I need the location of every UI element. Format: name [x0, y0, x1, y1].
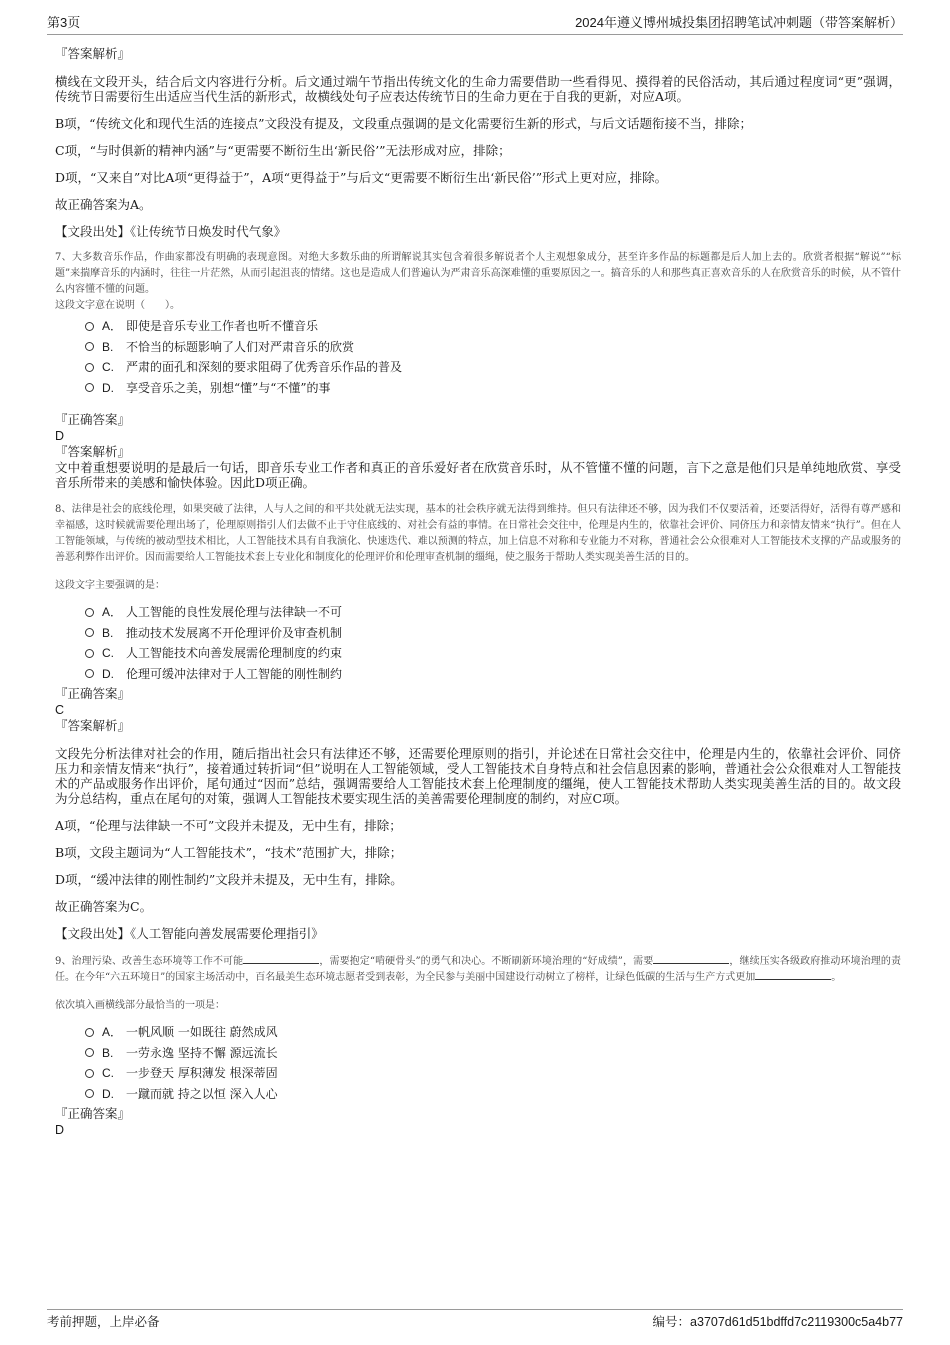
conclusion: 故正确答案为C。 — [55, 899, 153, 914]
question-stem: 依次填入画横线部分最恰当的一项是： — [55, 1000, 225, 1011]
blank-2 — [653, 954, 729, 964]
option-a[interactable]: A． 人工智能的良性发展伦理与法律缺一不可 — [85, 602, 901, 623]
document-code: 编号：a3707d61d51bdffd7c2119300c5a4b77 — [652, 1314, 903, 1329]
analysis-option-a: A项，“伦理与法律缺一不可”文段并未提及，无中生有，排除； — [55, 818, 402, 833]
option-c[interactable]: C. 一步登天 厚积薄发 根深蒂固 — [85, 1063, 901, 1084]
question-text: 9、治理污染、改善生态环境等工作不可能 ，需要抱定“啃硬骨头”的勇气和决心。不断刷新环境治理的“好成绩”，需要 ，继续压实各级政府推动环境治理的责任。在今年“六五环境日”的国家主场活动中，百名最美生态环境志愿者受到表彰，为全民参与美丽中国建设行动树立了榜样，让绿色低碳的生活与生产方式更加 。 — [55, 956, 902, 983]
option-a[interactable]: A． 一帆风顺 一如既往 蔚然成风 — [85, 1022, 901, 1043]
question-stem: 这段文字意在说明（ ）。 — [55, 300, 180, 311]
option-b[interactable]: B. 一劳永逸 坚持不懈 源远流长 — [85, 1043, 901, 1064]
radio-icon[interactable] — [85, 363, 94, 372]
radio-icon[interactable] — [85, 608, 94, 617]
analysis-label: 『答案解析』 — [55, 46, 131, 61]
analysis-option-b: B项，文段主题词为“人工智能技术”，“技术”范围扩大，排除； — [55, 845, 403, 860]
question-stem: 这段文字主要强调的是： — [55, 580, 165, 591]
option-d[interactable]: D. 一蹴而就 持之以恒 深入人心 — [85, 1084, 901, 1105]
radio-icon[interactable] — [85, 1028, 94, 1037]
answer-label: 『正确答案』 — [55, 686, 131, 701]
page-footer — [47, 1309, 903, 1332]
radio-icon[interactable] — [85, 628, 94, 637]
page-number: 第3页 — [47, 15, 81, 30]
question-8 — [55, 502, 901, 942]
source-citation: 【文段出处】《让传统节日焕发时代气象》 — [55, 224, 287, 239]
answer-label: 『正确答案』 — [55, 412, 131, 427]
answer-value: D — [55, 1123, 65, 1137]
radio-icon[interactable] — [85, 1048, 94, 1057]
blank-1 — [243, 954, 319, 964]
options-list — [85, 316, 901, 398]
page-header — [47, 14, 903, 35]
source-citation: 【文段出处】《人工智能向善发展需要伦理指引》 — [55, 926, 324, 941]
answer-value: C — [55, 703, 65, 717]
option-b[interactable]: B. 不恰当的标题影响了人们对严肃音乐的欣赏 — [85, 337, 901, 358]
analysis-paragraph: 横线在文段开头，结合后文内容进行分析。后文通过端午节指出传统文化的生命力需要借助一些看得见、摸得着的民俗活动，其后通过程度词“更”强调，传统节日需要衍生出适应当代生活的新形式，故横线处句子应表达传统节日的生命力更在于自我的更新，对应A项。 — [55, 74, 901, 104]
analysis-option-c: C项，“与时俱新的精神内涵”与“更需要不断衍生出‘新民俗’”无法形成对应，排除； — [55, 143, 511, 158]
analysis-label: 『答案解析』 — [55, 444, 131, 459]
blank-3 — [755, 970, 831, 980]
options-list — [85, 602, 901, 684]
analysis-option-d: D项，“又来自”对比A项“更得益于”，A项“更得益于”与后文“更需要不断衍生出‘新民俗’”形式上更对应，排除。 — [55, 170, 668, 185]
analysis-paragraph: 文中着重想要说明的是最后一句话，即音乐专业工作者和真正的音乐爱好者在欣赏音乐时，从不管懂不懂的问题，言下之意是他们只是单纯地欣赏、享受音乐所带来的美感和愉快体验。因此D项正确。 — [55, 460, 901, 490]
radio-icon[interactable] — [85, 649, 94, 658]
conclusion: 故正确答案为A。 — [55, 197, 152, 212]
option-a[interactable]: A． 即使是音乐专业工作者也听不懂音乐 — [85, 316, 901, 337]
question-7 — [55, 250, 901, 490]
option-b[interactable]: B. 推动技术发展离不开伦理评价及审查机制 — [85, 623, 901, 644]
analysis-paragraph: 文段先分析法律对社会的作用，随后指出社会只有法律还不够，还需要伦理原则的指引，并论述在日常社会交往中，伦理是内生的，依靠社会评价、同侪压力和亲情友情来“执行”，接着通过转折词“但”说明在人工智能领域，受人工智能技术自身特点和社会信息因素的影响，普通社会公众很难对人工智能技术的产品或服务作出评价，尾句通过“因而”总结，强调需要给人工智能技术套上伦理制度的缰绳，使人工智能技术帮助人类实现美善生活的目的。故文段为分总结构，重点在尾句的对策，强调人工智能技术要实现生活的美善需要伦理制度的制约，对应C项。 — [55, 746, 901, 806]
answer-label: 『正确答案』 — [55, 1106, 131, 1121]
radio-icon[interactable] — [85, 669, 94, 678]
analysis-option-d: D项，“缓冲法律的刚性制约”文段并未提及，无中生有，排除。 — [55, 872, 403, 887]
analysis-label: 『答案解析』 — [55, 718, 131, 733]
options-list — [85, 1022, 901, 1104]
radio-icon[interactable] — [85, 322, 94, 331]
question-9 — [55, 954, 901, 1138]
radio-icon[interactable] — [85, 383, 94, 392]
analysis-option-b: B项，“传统文化和现代生活的连接点”文段没有提及，文段重点强调的是文化需要衍生新的形式，与后文话题衔接不当，排除； — [55, 116, 752, 131]
question-6-analysis — [55, 46, 901, 240]
option-c[interactable]: C. 人工智能技术向善发展需伦理制度的约束 — [85, 643, 901, 664]
footer-motto: 考前押题，上岸必备 — [47, 1314, 160, 1329]
question-text: 7、大多数音乐作品，作曲家都没有明确的表现意图。对绝大多数乐曲的所谓解说其实包含着很多解说者个人主观想象成分，甚至许多作品的标题都是后人加上去的。欣赏者根据“解说”“标题”来揣摩音乐的内涵时，往往一片茫然，从而引起沮丧的情绪。这也是造成人们普遍认为严肃音乐高深难懂的重要原因之一。搞音乐的人和那些真正喜欢音乐的人在欣赏音乐的时候，从不管什么内容懂不懂的问题。 — [55, 252, 901, 295]
radio-icon[interactable] — [85, 1089, 94, 1098]
question-text: 8、法律是社会的底线伦理，如果突破了法律，人与人之间的和平共处就无法实现，基本的社会秩序就无法得到维持。但只有法律还不够，因为我们不仅要活着，还要活得好，活得有尊严感和幸福感，这时候就需要伦理出场了，伦理原则指引人们去做不止于守住底线的、对社会有益的事情。在日常社会交往中，伦理是内生的，依靠社会评价、同侪压力和亲情友情来“执行”。但在人工智能领域，与传统的被动型技术相比，人工智能技术具有自我演化、快速迭代、难以预测的特点，加上信息不对称和专业能力不对称，普通社会公众很难对人工智能技术支撑的产品或服务的善恶利弊作出评价。因而需要给人工智能技术套上专业化和制度化的伦理评价和伦理审查机制的缰绳，使之服务于帮助人类实现美善生活的目的。 — [55, 504, 901, 563]
option-c[interactable]: C. 严肃的面孔和深刻的要求阻碍了优秀音乐作品的普及 — [85, 357, 901, 378]
option-d[interactable]: D. 伦理可缓冲法律对于人工智能的刚性制约 — [85, 664, 901, 685]
page-content — [55, 44, 901, 1138]
document-title: 2024年遵义博州城投集团招聘笔试冲刺题（带答案解析） — [575, 15, 903, 30]
radio-icon[interactable] — [85, 342, 94, 351]
answer-value: D — [55, 429, 65, 443]
option-d[interactable]: D. 享受音乐之美，别想“懂”与“不懂”的事 — [85, 378, 901, 399]
radio-icon[interactable] — [85, 1069, 94, 1078]
